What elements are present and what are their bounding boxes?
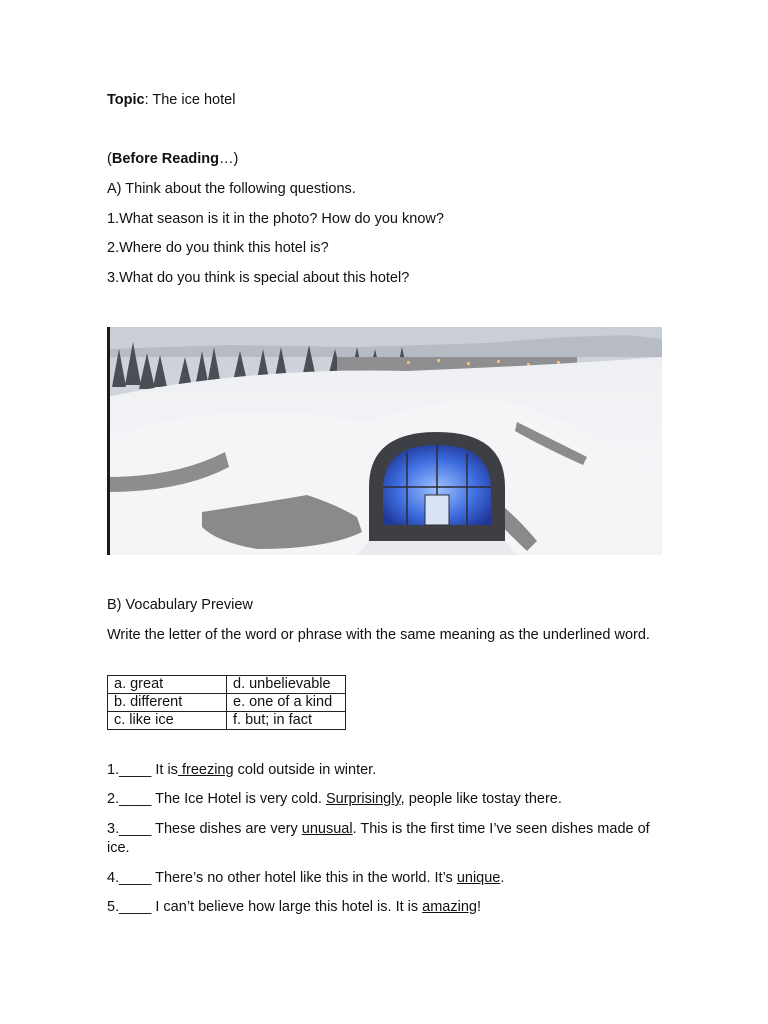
before-reading-open: (	[107, 151, 112, 167]
section-b-heading: B) Vocabulary Preview	[107, 597, 253, 613]
table-cell: d. unbelievable	[227, 676, 346, 694]
topic-line	[107, 91, 235, 110]
topic-label: Topic	[107, 92, 145, 108]
sentence-text: 2.____ The Ice Hotel is very cold.	[107, 791, 326, 807]
vocab-table	[107, 675, 346, 730]
underlined-word: unusual	[301, 821, 353, 837]
sentence-3	[107, 820, 663, 858]
sentence-4	[107, 869, 504, 888]
before-reading-close: …)	[219, 151, 239, 167]
before-reading-label: Before Reading	[111, 151, 220, 167]
underlined-word: unique	[456, 870, 501, 886]
table-cell: b. different	[108, 694, 227, 712]
table-row	[108, 694, 346, 712]
table-cell: a. great	[108, 676, 227, 694]
question-1: 1.What season is it in the photo? How do you know?	[107, 211, 444, 227]
underlined-word: Surprisingly	[325, 791, 401, 807]
table-cell: e. one of a kind	[227, 694, 346, 712]
table-cell: c. like ice	[108, 712, 227, 730]
sentence-text: . This is the first time I’ve seen dishes made of ice.	[107, 821, 650, 856]
sentence-text: cold outside in winter.	[233, 762, 377, 778]
sentence-text: !	[476, 899, 481, 915]
sentence-text: .	[500, 870, 505, 886]
sentence-text: 3.____ These dishes are very	[107, 821, 302, 837]
sentence-text: 1.____ It is	[107, 762, 178, 778]
sentence-text: , people like tostay there.	[400, 791, 562, 807]
question-3: 3.What do you think is special about this hotel?	[107, 270, 410, 286]
table-row	[108, 676, 346, 694]
section-a-heading: A) Think about the following questions.	[107, 181, 356, 197]
underlined-word: freezing	[177, 762, 234, 778]
before-reading-heading	[107, 150, 238, 169]
topic-value: : The ice hotel	[144, 92, 236, 108]
sentence-1	[107, 761, 376, 780]
sentence-5	[107, 898, 481, 917]
sentence-text: 4.____ There’s no other hotel like this in the world. It’s	[107, 870, 457, 886]
underlined-word: amazing	[422, 899, 477, 915]
ice-hotel-photo	[107, 327, 662, 555]
table-cell: f. but; in fact	[227, 712, 346, 730]
sentence-text: 5.____ I can’t believe how large this hotel is. It is	[107, 899, 423, 915]
section-b-instruction: Write the letter of the word or phrase with the same meaning as the underlined word.	[107, 627, 650, 643]
table-row	[108, 712, 346, 730]
question-2: 2.Where do you think this hotel is?	[107, 240, 329, 256]
sentence-2	[107, 790, 562, 809]
